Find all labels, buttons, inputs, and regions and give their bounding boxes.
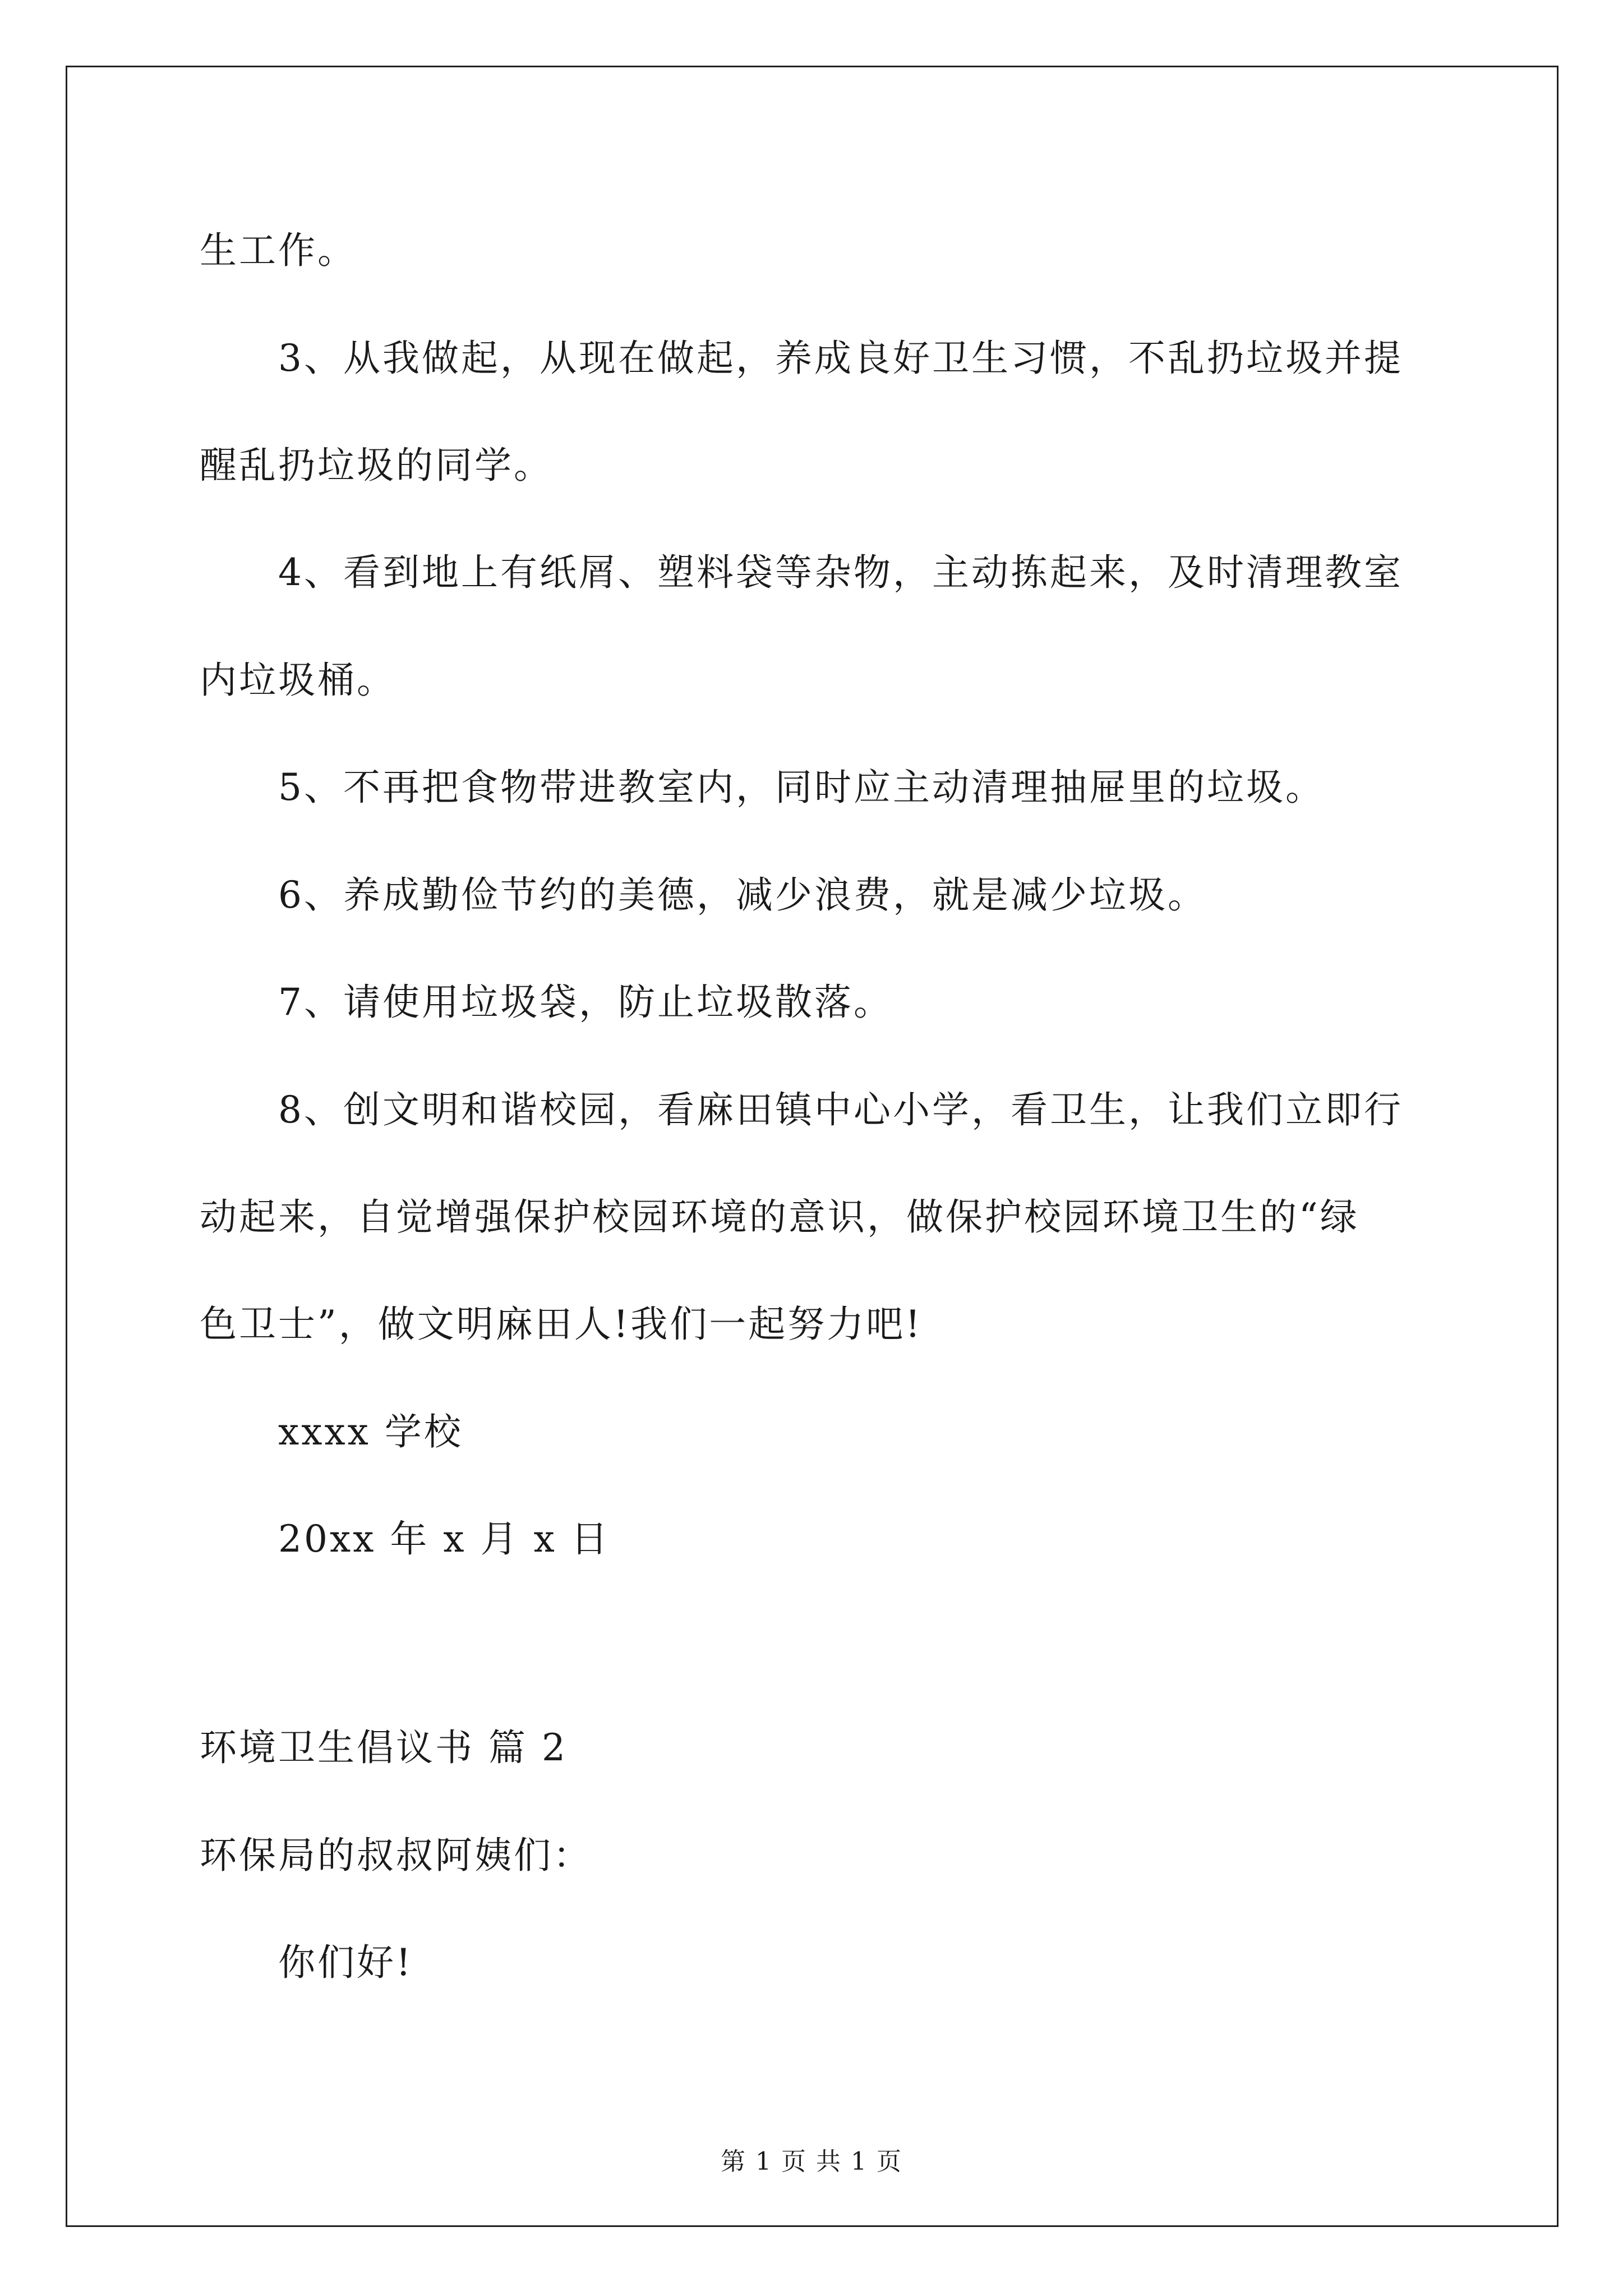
paragraph-line-5: 内垃圾桶。	[200, 659, 396, 702]
paragraph-line-1: 生工作。	[200, 229, 357, 272]
paragraph-line-8: 7、请使用垃圾袋，防止垃圾散落。	[278, 981, 893, 1024]
paragraph-line-2: 3、从我做起，从现在做起，养成良好卫生习惯，不乱扔垃圾并提	[278, 337, 1403, 380]
signature-school: xxxx 学校	[278, 1410, 463, 1453]
salutation: 环保局的叔叔阿姨们：	[200, 1834, 592, 1877]
greeting: 你们好!	[278, 1941, 413, 1984]
page-footer: 第 1 页 共 1 页	[721, 2147, 902, 2176]
paragraph-line-4: 4、看到地上有纸屑、塑料袋等杂物，主动拣起来，及时清理教室	[278, 551, 1403, 594]
paragraph-line-3: 醒乱扔垃圾的同学。	[200, 444, 553, 487]
paragraph-line-7: 6、养成勤俭节约的美德，减少浪费，就是减少垃圾。	[278, 873, 1207, 917]
paragraph-line-11: 色卫士”，做文明麻田人!我们一起努力吧!	[200, 1303, 923, 1346]
paragraph-line-6: 5、不再把食物带进教室内，同时应主动清理抽屉里的垃圾。	[278, 766, 1325, 809]
section-heading: 环境卫生倡议书 篇 2	[200, 1726, 568, 1769]
paragraph-line-10: 动起来，自觉增强保护校园环境的意识，做保护校园环境卫生的“绿	[200, 1195, 1359, 1239]
page-border	[66, 66, 1559, 2227]
signature-date: 20xx 年 x 月 x 日	[278, 1517, 610, 1561]
paragraph-line-9: 8、创文明和谐校园，看麻田镇中心小学，看卫生，让我们立即行	[278, 1088, 1403, 1131]
